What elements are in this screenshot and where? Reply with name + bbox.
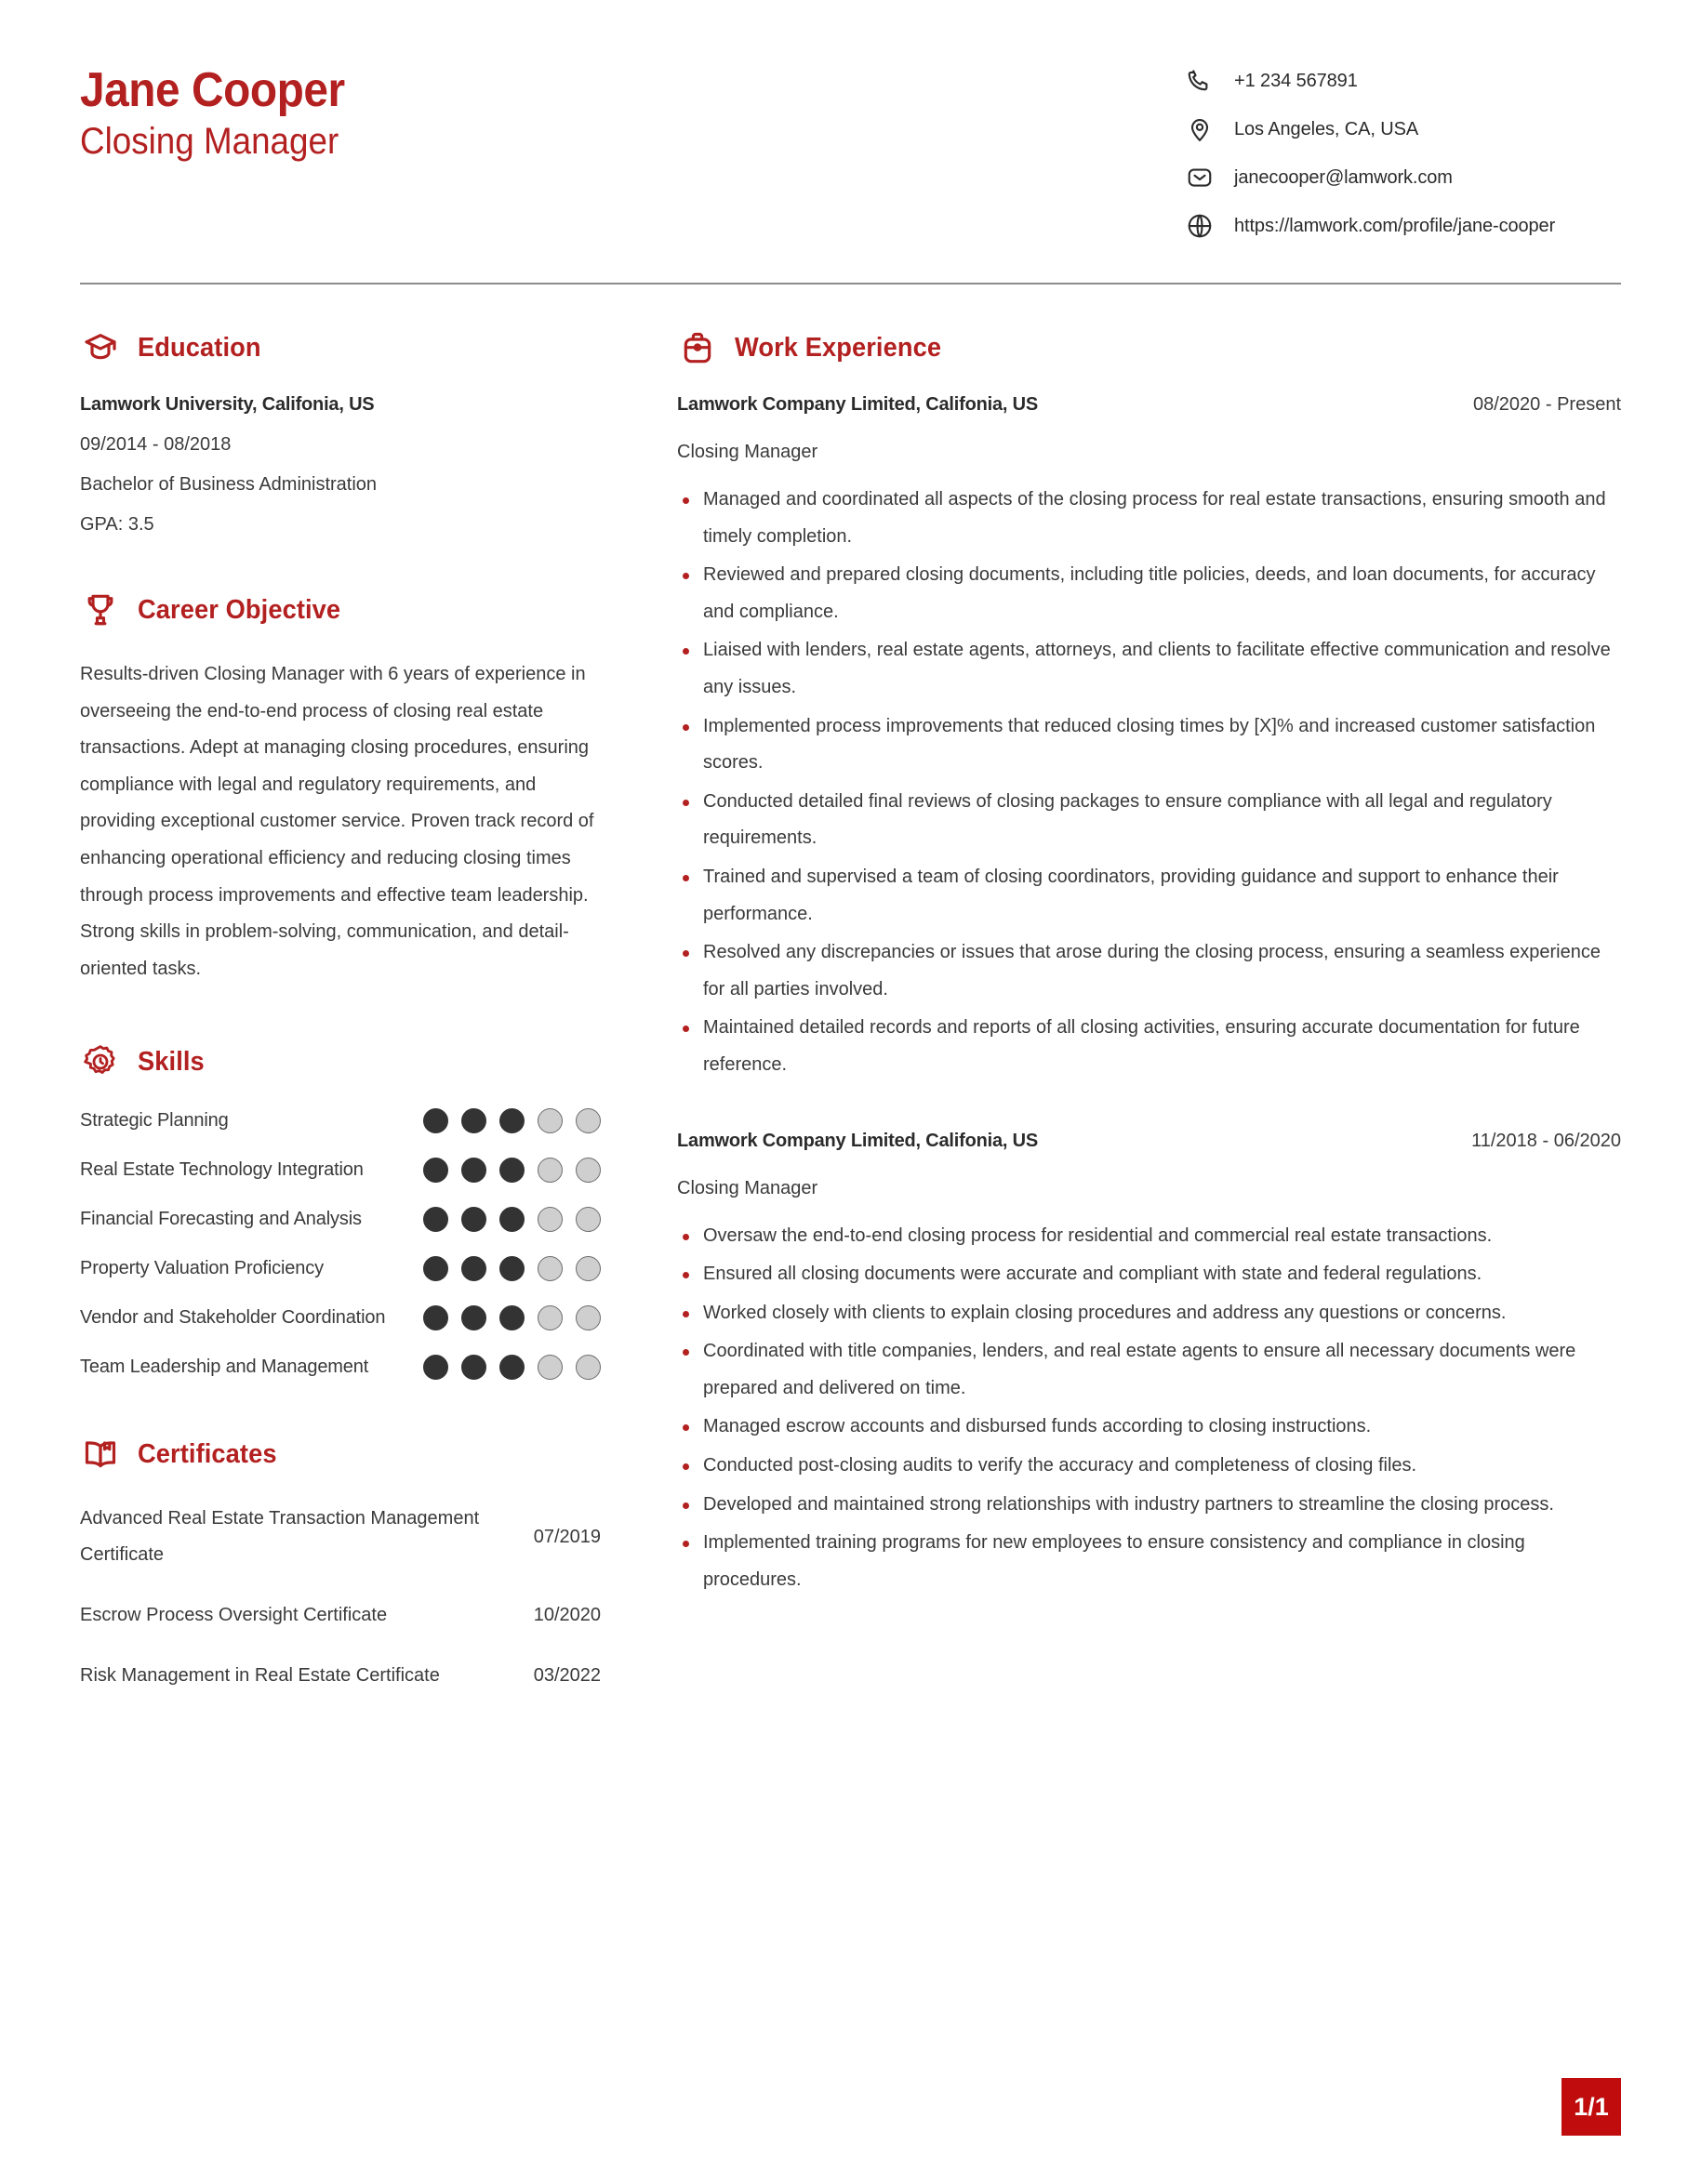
- rating-dot: [576, 1355, 601, 1380]
- education-school: Lamwork University, Califonia, US: [80, 394, 375, 415]
- skill-name: Property Valuation Proficiency: [80, 1258, 324, 1279]
- skill-name: Real Estate Technology Integration: [80, 1159, 364, 1181]
- skill-row: [80, 1207, 601, 1232]
- page-indicator-badge: 1/1: [1561, 2078, 1621, 2136]
- contact-row-location[interactable]: [1184, 113, 1621, 145]
- skill-row: [80, 1108, 601, 1133]
- certificate-row: [80, 1658, 601, 1694]
- job-bullet: Conducted detailed final reviews of closing packages to ensure compliance with all legal and regulatory requirements.: [677, 784, 1621, 857]
- job-bullet: Ensured all closing documents were accurate and compliant with state and federal regulations.: [677, 1256, 1621, 1293]
- skill-name: Strategic Planning: [80, 1110, 229, 1132]
- rating-dot: [538, 1355, 563, 1380]
- contact-row-phone[interactable]: [1184, 65, 1621, 97]
- skill-name: Financial Forecasting and Analysis: [80, 1209, 362, 1230]
- contact-value-email: janecooper@lamwork.com: [1234, 166, 1453, 188]
- rating-dot: [461, 1355, 486, 1380]
- phone-icon: [1184, 65, 1216, 97]
- job-bullet: Developed and maintained strong relationships with industry partners to streamline the closing process.: [677, 1487, 1621, 1524]
- rating-dot: [423, 1158, 448, 1183]
- globe-icon: [1184, 210, 1216, 242]
- identity-block: [80, 58, 367, 165]
- rating-dot: [538, 1158, 563, 1183]
- rating-dot: [499, 1355, 525, 1380]
- job-company: Lamwork Company Limited, Califonia, US: [677, 1130, 1039, 1151]
- skills-list: [80, 1108, 601, 1380]
- rating-dot: [423, 1207, 448, 1232]
- job-dates: 11/2018 - 06/2020: [1471, 1130, 1621, 1151]
- skill-rating: [423, 1207, 601, 1232]
- resume-body: [17, 285, 1684, 1694]
- contact-row-email[interactable]: [1184, 162, 1621, 193]
- rating-dot: [461, 1108, 486, 1133]
- section-header-work-experience: [677, 327, 1621, 368]
- skill-row: [80, 1158, 601, 1183]
- section-work-experience: [677, 327, 1621, 1598]
- rating-dot: [423, 1305, 448, 1330]
- skill-rating: [423, 1108, 601, 1133]
- briefcase-icon: [677, 327, 718, 368]
- rating-dot: [423, 1108, 448, 1133]
- job-bullets: [677, 1218, 1621, 1599]
- work-experience-entry: [677, 1131, 1621, 1599]
- job-bullet: Oversaw the end-to-end closing process for residential and commercial real estate transactions.: [677, 1218, 1621, 1255]
- left-column: [80, 285, 638, 1694]
- section-certificates: [80, 1434, 601, 1694]
- rating-dot: [538, 1207, 563, 1232]
- certificate-date: 07/2019: [533, 1526, 601, 1547]
- rating-dot: [461, 1305, 486, 1330]
- open-book-icon: [80, 1434, 121, 1475]
- rating-dot: [499, 1256, 525, 1281]
- job-bullet: Worked closely with clients to explain closing procedures and address any questions or concerns.: [677, 1295, 1621, 1332]
- work-experience-entry: [677, 394, 1621, 1084]
- certificate-row: [80, 1597, 601, 1634]
- contact-row-website[interactable]: [1184, 210, 1621, 242]
- job-bullet: Conducted post-closing audits to verify the accuracy and completeness of closing files.: [677, 1448, 1621, 1485]
- job-bullet: Implemented process improvements that reduced closing times by [X]% and increased customer satisfaction scores.: [677, 708, 1621, 782]
- career-objective-text: Results-driven Closing Manager with 6 years of experience in overseeing the end-to-end process of closing real estate transactions. Adept at managing closing procedures, ensuring compliance with legal and regulatory requirements, and providing exceptional customer service. Proven track record of enhancing operational efficiency and reducing closing times through process improvements and effective team leadership. Strong skills in problem-solving, communication, and detail-oriented tasks.: [80, 664, 594, 979]
- skill-rating: [423, 1355, 601, 1380]
- certificate-date: 10/2020: [533, 1605, 601, 1626]
- job-header: [677, 1131, 1621, 1152]
- rating-dot: [538, 1256, 563, 1281]
- rating-dot: [576, 1108, 601, 1133]
- gear-clock-icon: [80, 1041, 121, 1082]
- skill-name: Vendor and Stakeholder Coordination: [80, 1307, 386, 1329]
- section-title-education: Education: [138, 332, 261, 363]
- education-degree: Bachelor of Business Administration: [80, 474, 378, 495]
- location-icon: [1184, 113, 1216, 145]
- skill-rating: [423, 1256, 601, 1281]
- section-title-work-experience: Work Experience: [735, 332, 942, 363]
- education-dates: 09/2014 - 08/2018: [80, 434, 232, 455]
- graduation-cap-icon: [80, 327, 121, 368]
- rating-dot: [499, 1158, 525, 1183]
- section-title-career-objective: Career Objective: [138, 594, 341, 625]
- rating-dot: [576, 1305, 601, 1330]
- rating-dot: [423, 1355, 448, 1380]
- contact-list: [1184, 58, 1621, 258]
- job-bullet: Maintained detailed records and reports of all closing activities, ensuring accurate documentation for future reference.: [677, 1010, 1621, 1083]
- rating-dot: [538, 1305, 563, 1330]
- section-header-skills: [80, 1041, 601, 1082]
- section-header-career-objective: [80, 589, 601, 630]
- job-bullet: Managed escrow accounts and disbursed funds according to closing instructions.: [677, 1409, 1621, 1446]
- rating-dot: [461, 1256, 486, 1281]
- rating-dot: [499, 1305, 525, 1330]
- section-career-objective: [80, 589, 601, 987]
- rating-dot: [461, 1207, 486, 1232]
- certificates-list: [80, 1501, 601, 1694]
- contact-value-website: https://lamwork.com/profile/jane-cooper: [1234, 215, 1556, 236]
- contact-value-location: Los Angeles, CA, USA: [1234, 118, 1419, 139]
- certificate-name: Risk Management in Real Estate Certificate: [80, 1665, 440, 1687]
- skill-row: [80, 1256, 601, 1281]
- section-title-certificates: Certificates: [138, 1438, 277, 1469]
- certificate-name: Advanced Real Estate Transaction Management Certificate: [80, 1508, 480, 1566]
- job-dates: 08/2020 - Present: [1473, 394, 1621, 415]
- rating-dot: [461, 1158, 486, 1183]
- rating-dot: [538, 1108, 563, 1133]
- skill-name: Team Leadership and Management: [80, 1357, 369, 1378]
- email-icon: [1184, 162, 1216, 193]
- section-title-skills: Skills: [138, 1046, 205, 1077]
- skill-row: [80, 1305, 601, 1330]
- rating-dot: [499, 1108, 525, 1133]
- job-company: Lamwork Company Limited, Califonia, US: [677, 394, 1039, 415]
- job-role: Closing Manager: [677, 1177, 818, 1198]
- certificate-row: [80, 1501, 601, 1573]
- contact-value-phone: +1 234 567891: [1234, 70, 1358, 91]
- page-title: Jane Cooper: [80, 63, 345, 117]
- job-bullet: Liaised with lenders, real estate agents, attorneys, and clients to facilitate effective communication and resolve any issues.: [677, 632, 1621, 706]
- certificate-name: Escrow Process Oversight Certificate: [80, 1605, 388, 1626]
- skill-rating: [423, 1305, 601, 1330]
- section-skills: [80, 1041, 601, 1380]
- job-bullets: [677, 482, 1621, 1084]
- education-gpa: GPA: 3.5: [80, 514, 154, 535]
- resume-header: [17, 9, 1684, 258]
- job-bullet: Resolved any discrepancies or issues that arose during the closing process, ensuring a seamless experience for all parties involved.: [677, 934, 1621, 1008]
- job-role: Closing Manager: [677, 442, 818, 462]
- job-bullet: Trained and supervised a team of closing coordinators, providing guidance and support to enhance their performance.: [677, 859, 1621, 933]
- job-bullet: Coordinated with title companies, lenders, and real estate agents to ensure all necessary documents were prepared and delivered on time.: [677, 1333, 1621, 1407]
- job-separator: [677, 1103, 1621, 1131]
- trophy-icon: [80, 589, 121, 630]
- section-header-education: [80, 327, 601, 368]
- rating-dot: [423, 1256, 448, 1281]
- resume-sheet: [17, 9, 1684, 2175]
- skill-rating: [423, 1158, 601, 1183]
- job-bullet: Managed and coordinated all aspects of the closing process for real estate transactions, ensuring smooth and timely completion.: [677, 482, 1621, 555]
- rating-dot: [499, 1207, 525, 1232]
- job-bullet: Reviewed and prepared closing documents, including title policies, deeds, and loan documents, for accuracy and compliance.: [677, 557, 1621, 630]
- rating-dot: [576, 1158, 601, 1183]
- certificate-date: 03/2022: [533, 1665, 601, 1687]
- job-bullet: Implemented training programs for new employees to ensure consistency and compliance in closing procedures.: [677, 1525, 1621, 1598]
- rating-dot: [576, 1207, 601, 1232]
- skill-row: [80, 1355, 601, 1380]
- right-column: [638, 285, 1621, 1617]
- job-title: Closing Manager: [80, 121, 339, 163]
- section-education: [80, 327, 601, 536]
- job-header: [677, 394, 1621, 416]
- section-header-certificates: [80, 1434, 601, 1475]
- rating-dot: [576, 1256, 601, 1281]
